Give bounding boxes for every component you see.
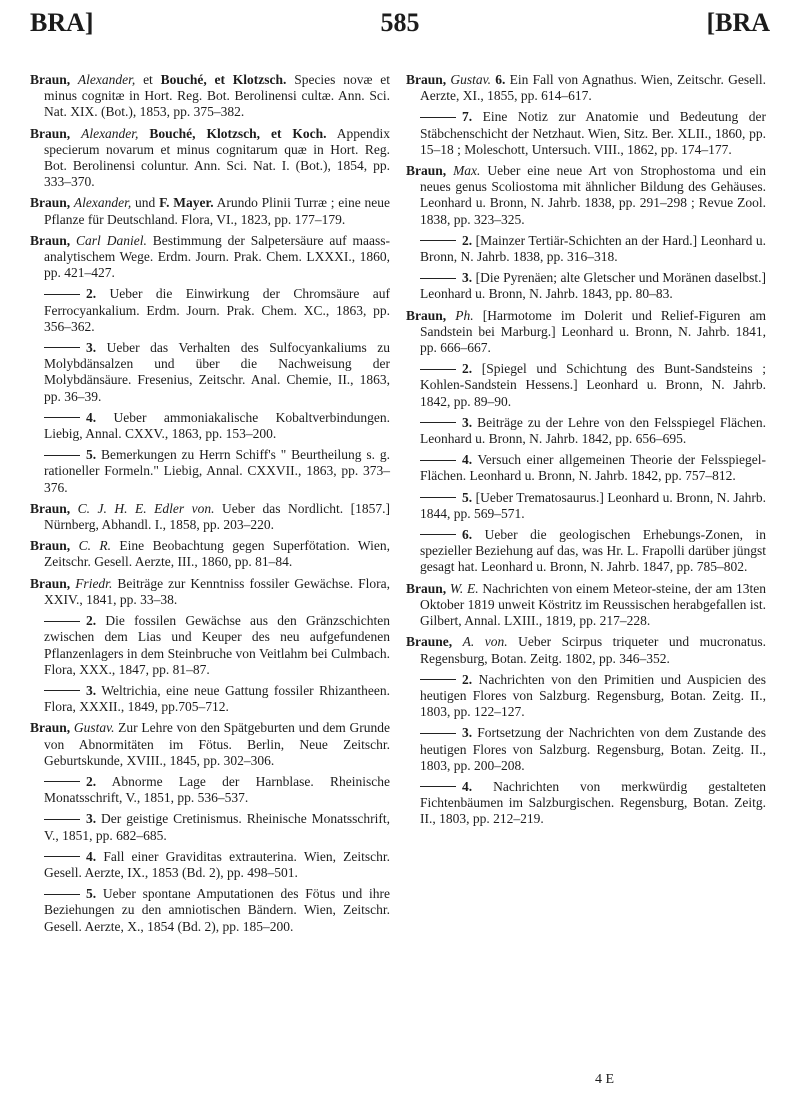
entry-author: Braun, [406, 580, 447, 596]
bibliography-entry [406, 233, 766, 265]
entry-text: [Ueber Trematosaurus.] Leonhard u. Bronn, N. Jahrb. 1844, pp. 569–571. [420, 489, 766, 521]
entry-text: Ueber die Einwirkung der Chromsäure auf Ferrocyankalium. Erdm. Journ. Prak. Chem. XC., 1863, pp. 356–362. [44, 286, 390, 334]
entry-text: Nachrichten von den Primitien und Auspicien des heutigen Flores von Salzburg. Regensburg, Botan. Zeitg. II., 1803, pp. 122–127. [420, 671, 766, 720]
entry-coauthors: Bouché, Klotzsch, et Koch. [149, 125, 327, 141]
header-right: [BRA [706, 8, 770, 37]
bibliography-entry [30, 720, 390, 769]
page-number: 585 [380, 8, 420, 37]
entry-text: Nachrichten von einem Meteor-steine, der am 13ten Oktober 1819 unweit Köstritz im Reussischen herabgefallen ist. Gilbert, Annal. LXIII., 1819, pp. 217–228. [420, 580, 766, 629]
bibliography-entry [30, 286, 390, 335]
entry-text: Ein Fall von Agnathus. Wien, Zeitschr. Gesell. Aerzte, XI., 1855, pp. 614–617. [420, 72, 767, 104]
bibliography-entry [30, 811, 390, 843]
entry-text: Bestimmung der Salpetersäure auf maass-analytischem Wege. Erdm. Journ. Prak. Chem. LXXXI., 1860, pp. 421–427. [44, 232, 390, 281]
entry-text: Nachrichten von merkwürdig gestalteten Fichtenbäumen im Salzburgischen. Regensburg, Botan. Zeitg. II., 1803, pp. 212–219. [420, 778, 766, 827]
entry-number: 5. [86, 886, 97, 902]
bibliography-entry [30, 774, 390, 806]
entry-number: 2. [462, 232, 473, 248]
signature-mark: 4 E [595, 1072, 615, 1087]
entry-number: 3. [462, 270, 473, 286]
repeat-author-dash [44, 856, 80, 857]
bibliography-entry [406, 163, 766, 228]
entry-given-name: Gustav. [450, 72, 492, 87]
entry-number: 2. [86, 286, 97, 302]
bibliography-entry [30, 538, 390, 570]
entry-text: [Mainzer Tertiär-Schichten an der Hard.] Leonhard u. Bronn, N. Jahrb. 1838, pp. 316–318. [420, 232, 766, 265]
entry-author: Braune, [406, 634, 453, 650]
entry-text: Ueber das Nordlicht. [1857.] Nürnberg, Abhandl. I., 1858, pp. 203–220. [44, 500, 390, 533]
bibliography-entry [406, 490, 766, 522]
entry-number: 4. [86, 848, 97, 864]
repeat-author-dash [420, 786, 456, 787]
entry-given-name: C. R. [78, 538, 111, 554]
bibliography-entry: Braun, Alexander, et Bouché, et Klotzsch. Species novæ et minus cognitæ in Hort. Reg. Bot. Berolinensi cultæ. Ann. Sci. Nat. XIX. (Bot.), 1853, pp. 375–382. [30, 72, 390, 120]
entry-author: Braun, [30, 720, 71, 736]
bibliography-entry [30, 340, 390, 405]
entry-author: Braun, [30, 538, 71, 554]
left-column [30, 72, 390, 940]
repeat-author-dash [44, 894, 80, 895]
entry-number: 7. [462, 109, 473, 125]
entry-text: Beiträge zu der Lehre von den Felsspiegel Flächen. Leonhard u. Bronn, N. Jahrb. 1842, pp. 656–695. [420, 414, 766, 447]
entry-number: 2. [86, 773, 97, 789]
entry-text: [Die Pyrenäen; alte Gletscher und Moränen daselbst.] Leonhard u. Bronn, N. Jahrb. 1843, pp. 80–83. [420, 270, 766, 302]
repeat-author-dash [420, 422, 456, 423]
bibliography-entry [406, 72, 766, 104]
bibliography-entry [30, 683, 390, 715]
entry-given-name: Friedr. [75, 575, 113, 591]
repeat-author-dash [420, 240, 456, 241]
entry-text: Arundo Plinii Turræ ; eine neue Pflanze für Deutschland. Flora, VI., 1823, pp. 177–179. [44, 195, 391, 227]
bibliography-entry [406, 361, 766, 410]
entry-text: Ueber die geologischen Erhebungs-Zonen, in spezieller Beziehung auf das, was Hr. L. Frapolli darüber jüngst gesagt hat. Leonhard u. Bronn, N. Jahrb. 1847, pp. 785–802. [420, 527, 766, 575]
entry-number: 5. [86, 447, 97, 463]
bibliography-entry [30, 613, 390, 678]
entry-text: [Harmotome im Dolerit und Relief-Figuren am Sandstein bei Marburg.] Leonhard u. Bronn, N. Jahrb. 1841, pp. 666–667. [420, 307, 767, 356]
repeat-author-dash [44, 621, 80, 622]
repeat-author-dash [44, 819, 80, 820]
bibliography-entry [406, 581, 766, 630]
bibliography-entry [406, 527, 766, 576]
entry-text: Abnorme Lage der Harnblase. Rheinische Monatsschrift, V., 1851, pp. 536–537. [44, 773, 390, 806]
entry-text: [Spiegel und Schichtung des Bunt-Sandsteins ; Kohlen-Sandstein Hessens.] Leonhard u. Bronn, N. Jahrb. 1842, pp. 89–90. [420, 361, 766, 409]
entry-text: Weltrichia, eine neue Gattung fossiler Rhizantheen. Flora, XXXII., 1849, pp.705–712. [44, 682, 390, 715]
entry-author: Braun, [406, 307, 447, 323]
bibliography-entry [406, 270, 766, 302]
running-header [30, 8, 770, 48]
entry-author: Braun, [30, 195, 71, 211]
entry-text: Ueber spontane Amputationen des Fötus und ihre Beziehungen zu den amniotischen Bändern. Wien, Zeitschr. Gesell. Aerzte, X., 1854 (Bd. 2), pp. 185–200. [44, 886, 390, 934]
entry-text: Ueber eine neue Art von Strophostoma und ein neues genus Scoliostoma mit ähnlicher Bildung des Gehäuses. Leonhard u. Bronn, N. Jahrb. 1838, pp. 291–298 ; Revue Zool. 1838, pp. 323–325. [420, 163, 766, 227]
entry-author: Braun, [30, 500, 71, 516]
repeat-author-dash [44, 417, 80, 418]
entry-author: Braun, [30, 232, 71, 248]
entry-given-name: Alexander, [73, 195, 132, 211]
entry-text: Species novæ et minus cognitæ in Hort. Reg. Bot. Berolinensi cultæ. Ann. Sci. Nat. XIX. (Bot.), 1853, pp. 375–382. [44, 72, 390, 120]
entry-text: Bemerkungen zu Herrn Schiff's " Beurtheilung s. g. rationeller Formeln." Liebig, Annal. CXXVII., 1863, pp. 373–376. [44, 447, 390, 495]
entry-text: Ueber das Verhalten des Sulfocyankaliums zu Molybdänsalzen und über die Nachweisung der Molybdänsäure. Fresenius, Zeitschr. Anal. Chemie, II., 1863, pp. 36–39. [44, 340, 390, 404]
entry-given-name: C. J. H. E. Edler von. [77, 500, 215, 516]
entry-number: 3. [86, 811, 97, 827]
entry-author: Braun, [30, 72, 71, 87]
repeat-author-dash [420, 460, 456, 461]
repeat-author-dash [420, 497, 456, 498]
entry-number: 3. [462, 414, 473, 430]
entry-given-name: A. von. [462, 634, 508, 650]
bibliography-entry [406, 452, 766, 484]
entry-text: Beiträge zur Kenntniss fossiler Gewächse. Flora, XXIV., 1841, pp. 33–38. [44, 575, 390, 607]
bibliography-entry [30, 233, 390, 282]
bibliography-entry [30, 849, 390, 881]
repeat-author-dash [44, 347, 80, 348]
entry-number: 2. [462, 361, 473, 377]
bibliography-entry [406, 634, 766, 666]
bibliography-entry [30, 886, 390, 935]
entry-text: Ueber ammoniakalische Kobaltverbindungen. Liebig, Annal. CXXV., 1863, pp. 153–200. [44, 409, 390, 442]
entry-text: Der geistige Cretinismus. Rheinische Monatsschrift, V., 1851, pp. 682–685. [44, 811, 390, 843]
right-column [406, 72, 766, 833]
entry-text: Appendix specierum novarum et minus cognitarum quæ in Hort. Reg. Bot. Berolinensi coluntur. Ann. Sci. Nat. I. (Bot.), 1854, pp. 333–370. [44, 125, 390, 190]
bibliography-entry [406, 109, 766, 158]
bibliography-entry [406, 415, 766, 447]
bibliography-entry [30, 410, 390, 442]
entry-number: 3. [86, 682, 97, 698]
entry-author: Braun, [30, 125, 71, 141]
bibliography-entry [30, 501, 390, 533]
entry-given-name: Max. [453, 163, 481, 179]
entry-number: 4. [86, 409, 97, 425]
entry-given-name: W. E. [449, 580, 479, 596]
entry-coauthors: Bouché, et Klotzsch. [160, 72, 287, 87]
repeat-author-dash [44, 781, 80, 782]
entry-given-name: Alexander, [81, 125, 139, 141]
header-left: BRA] [30, 8, 94, 37]
repeat-author-dash [420, 733, 456, 734]
entry-author: Braun, [406, 163, 447, 179]
entry-coauthors: F. Mayer. [159, 195, 214, 211]
entry-author: Braun, [406, 72, 447, 87]
repeat-author-dash [420, 369, 456, 370]
entry-text: Zur Lehre von den Spätgeburten und dem Grunde von Abnormitäten im Fötus. Berlin, Neue Zeitschr. Geburtskunde, XVIII., 1845, pp. 302–306. [44, 720, 391, 768]
entry-text: Fall einer Graviditas extrauterina. Wien, Zeitschr. Gesell. Aerzte, IX., 1853 (Bd. 2), pp. 498–501. [44, 848, 390, 880]
repeat-author-dash [420, 679, 456, 680]
entry-coauthors: 6. [495, 72, 506, 87]
entry-number: 5. [462, 489, 473, 505]
repeat-author-dash [420, 534, 456, 535]
bibliography-entry [406, 308, 766, 357]
entry-text: Eine Notiz zur Anatomie und Bedeutung der Stäbchenschicht der Netzhaut. Wien, Sitz. Ber. XLII., 1860, pp. 15–18 ; Moleschott, Untersuch. VIII., 1862, pp. 174–177. [420, 109, 766, 157]
entry-given-name: Carl Daniel. [76, 232, 147, 248]
repeat-author-dash [420, 278, 456, 279]
repeat-author-dash [44, 455, 80, 456]
repeat-author-dash [420, 117, 456, 118]
repeat-author-dash [44, 294, 80, 295]
bibliography-entry [406, 672, 766, 721]
bibliography-entry [406, 779, 766, 828]
entry-given-name: Ph. [455, 307, 474, 323]
entry-text: Versuch einer allgemeinen Theorie der Felsspiegel-Flächen. Leonhard u. Bronn, N. Jahrb. 1842, pp. 757–812. [420, 452, 766, 484]
entry-text: Ueber Scirpus triqueter und mucronatus. Regensburg, Botan. Zeitg. 1802, pp. 346–352. [420, 634, 766, 666]
entry-number: 4. [462, 778, 473, 794]
repeat-author-dash [44, 690, 80, 691]
entry-number: 2. [86, 613, 97, 629]
bibliography-entry [30, 126, 390, 191]
entry-number: 3. [86, 340, 97, 356]
entry-number: 2. [462, 671, 473, 687]
entry-text: Die fossilen Gewächse aus den Gränzschichten zwischen dem Lias und Keuper des neu aufgefundenen Pflanzenlagers in dem Steinbruche von Veitlahm bei Culmbach. Flora, XXX., 1847, pp. 81–87. [44, 613, 390, 677]
bibliography-entry [30, 576, 390, 608]
entry-text: Eine Beobachtung gegen Superfötation. Wien, Zeitschr. Gesell. Aerzte, III., 1860, pp. 81–84. [44, 538, 390, 570]
bibliography-entry [406, 725, 766, 774]
entry-number: 6. [462, 527, 473, 543]
entry-author: Braun, [30, 575, 71, 591]
bibliography-entry [30, 447, 390, 496]
entry-text: Fortsetzung der Nachrichten von dem Zustande des heutigen Flores von Salzburg. Regensburg, Botan. Zeitg. II., 1803, pp. 200–208. [420, 725, 766, 773]
entry-given-name: Gustav. [73, 720, 115, 736]
entry-number: 4. [462, 452, 473, 468]
bibliography-entry: Braun, Alexander, und F. Mayer. Arundo Plinii Turræ ; eine neue Pflanze für Deutschland. Flora, VI., 1823, pp. 177–179. [30, 195, 391, 227]
entry-given-name: Alexander, [77, 72, 136, 87]
entry-number: 3. [462, 725, 473, 741]
